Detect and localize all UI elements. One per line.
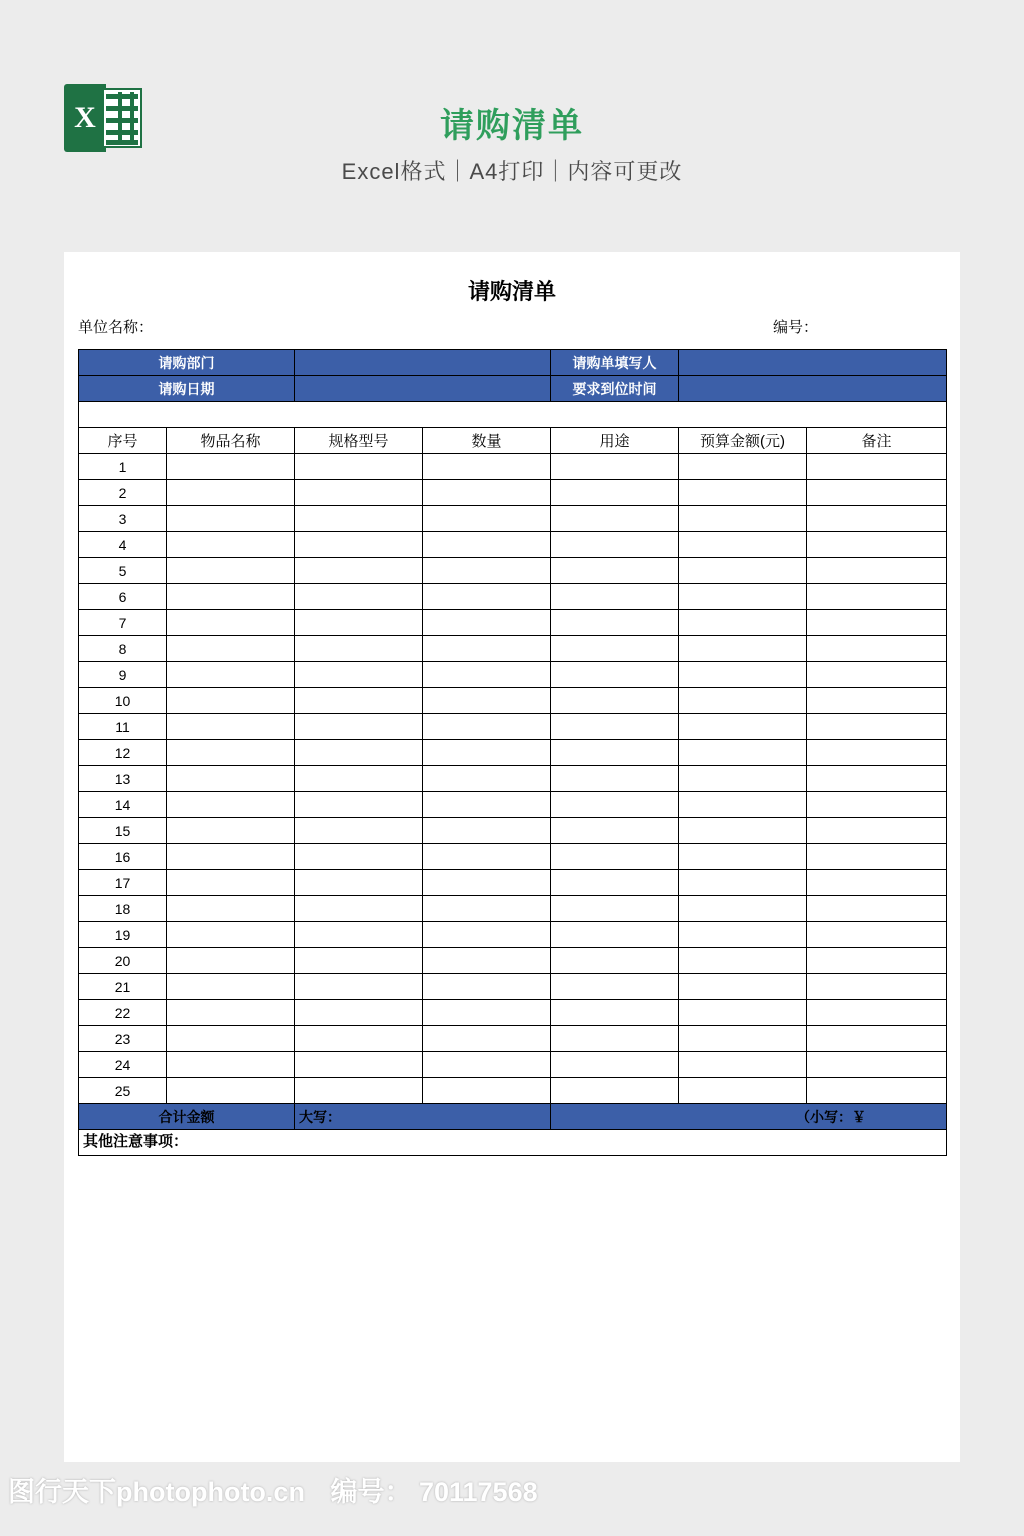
cell-remark[interactable]	[807, 818, 947, 844]
cell-name[interactable]	[167, 714, 295, 740]
cell-budget[interactable]	[679, 740, 807, 766]
table-row	[79, 818, 947, 844]
page-subtitle: Excel格式｜A4打印｜内容可更改	[341, 159, 683, 184]
table-row	[79, 714, 947, 740]
cell-qty[interactable]	[423, 896, 551, 922]
cell-use[interactable]	[551, 844, 679, 870]
row-index: 20	[79, 948, 167, 974]
cell-spec[interactable]	[295, 844, 423, 870]
cell-remark[interactable]	[807, 948, 947, 974]
cell-spec[interactable]	[295, 584, 423, 610]
cell-spec[interactable]	[295, 688, 423, 714]
table-row	[79, 974, 947, 1000]
cell-use[interactable]	[551, 662, 679, 688]
cell-spec[interactable]	[295, 1000, 423, 1026]
cell-budget[interactable]	[679, 688, 807, 714]
cell-use[interactable]	[551, 584, 679, 610]
cell-budget[interactable]	[679, 896, 807, 922]
table-row	[79, 896, 947, 922]
cell-name[interactable]	[167, 506, 295, 532]
col-header-remark: 备注	[807, 428, 947, 454]
cell-qty[interactable]	[423, 1052, 551, 1078]
cell-qty[interactable]	[423, 688, 551, 714]
requisition-table	[78, 349, 947, 1156]
cell-qty[interactable]	[423, 792, 551, 818]
cell-qty[interactable]	[423, 532, 551, 558]
cell-spec[interactable]	[295, 896, 423, 922]
row-index: 15	[79, 818, 167, 844]
row-index: 5	[79, 558, 167, 584]
cell-remark[interactable]	[807, 1000, 947, 1026]
cell-use[interactable]	[551, 870, 679, 896]
cell-remark[interactable]	[807, 532, 947, 558]
cell-spec[interactable]	[295, 1026, 423, 1052]
footer-id-value: 70117568	[418, 1477, 538, 1507]
cell-spec[interactable]	[295, 974, 423, 1000]
cell-name[interactable]	[167, 532, 295, 558]
cell-budget[interactable]	[679, 948, 807, 974]
table-row	[79, 1026, 947, 1052]
date-label: 请购日期	[79, 376, 295, 402]
cell-name[interactable]	[167, 896, 295, 922]
cell-budget[interactable]	[679, 454, 807, 480]
cell-use[interactable]	[551, 1000, 679, 1026]
cell-budget[interactable]	[679, 662, 807, 688]
cell-qty[interactable]	[423, 454, 551, 480]
cell-remark[interactable]	[807, 740, 947, 766]
cell-spec[interactable]	[295, 454, 423, 480]
cell-budget[interactable]	[679, 1026, 807, 1052]
row-index: 19	[79, 922, 167, 948]
cell-remark[interactable]	[807, 662, 947, 688]
table-row	[79, 766, 947, 792]
row-index: 3	[79, 506, 167, 532]
cell-use[interactable]	[551, 1078, 679, 1104]
filler-label: 请购单填写人	[551, 350, 679, 376]
cell-remark[interactable]	[807, 454, 947, 480]
cell-use[interactable]	[551, 454, 679, 480]
cell-remark[interactable]	[807, 714, 947, 740]
footer-id-label: 编号：	[330, 1477, 412, 1507]
cell-remark[interactable]	[807, 1026, 947, 1052]
cell-spec[interactable]	[295, 1052, 423, 1078]
cell-budget[interactable]	[679, 922, 807, 948]
cell-name[interactable]	[167, 792, 295, 818]
cell-remark[interactable]	[807, 1052, 947, 1078]
cell-qty[interactable]	[423, 766, 551, 792]
cell-name[interactable]	[167, 766, 295, 792]
cell-spec[interactable]	[295, 922, 423, 948]
row-index: 22	[79, 1000, 167, 1026]
table-header-row	[79, 428, 947, 454]
info-row	[79, 350, 947, 376]
table-row	[79, 558, 947, 584]
cell-name[interactable]	[167, 948, 295, 974]
cell-spec[interactable]	[295, 636, 423, 662]
cell-name[interactable]	[167, 584, 295, 610]
cell-spec[interactable]	[295, 792, 423, 818]
table-row	[79, 584, 947, 610]
cell-spec[interactable]	[295, 870, 423, 896]
date-value[interactable]	[295, 376, 551, 402]
cell-name[interactable]	[167, 480, 295, 506]
cell-use[interactable]	[551, 480, 679, 506]
sheet-meta	[78, 316, 946, 338]
cell-budget[interactable]	[679, 1000, 807, 1026]
cell-remark[interactable]	[807, 610, 947, 636]
cell-name[interactable]	[167, 1026, 295, 1052]
cell-use[interactable]	[551, 948, 679, 974]
cell-name[interactable]	[167, 870, 295, 896]
cell-qty[interactable]	[423, 610, 551, 636]
cell-budget[interactable]	[679, 974, 807, 1000]
table-row	[79, 1000, 947, 1026]
cell-budget[interactable]	[679, 480, 807, 506]
cell-spec[interactable]	[295, 610, 423, 636]
table-row	[79, 636, 947, 662]
row-index: 16	[79, 844, 167, 870]
table-row	[79, 506, 947, 532]
cell-remark[interactable]	[807, 792, 947, 818]
table-row	[79, 610, 947, 636]
serial-number-label: 编号：	[773, 319, 819, 336]
row-index: 8	[79, 636, 167, 662]
row-index: 13	[79, 766, 167, 792]
cell-spec[interactable]	[295, 532, 423, 558]
table-row	[79, 688, 947, 714]
cell-spec[interactable]	[295, 948, 423, 974]
table-row	[79, 870, 947, 896]
page-title: 请购清单	[440, 107, 584, 145]
cell-budget[interactable]	[679, 766, 807, 792]
cell-remark[interactable]	[807, 636, 947, 662]
cell-budget[interactable]	[679, 1078, 807, 1104]
cell-spec[interactable]	[295, 766, 423, 792]
table-row	[79, 454, 947, 480]
cell-use[interactable]	[551, 766, 679, 792]
cell-use[interactable]	[551, 558, 679, 584]
cell-qty[interactable]	[423, 1026, 551, 1052]
cell-qty[interactable]	[423, 558, 551, 584]
cell-name[interactable]	[167, 844, 295, 870]
cell-qty[interactable]	[423, 636, 551, 662]
deadline-label: 要求到位时间	[551, 376, 679, 402]
table-row	[79, 948, 947, 974]
cell-name[interactable]	[167, 818, 295, 844]
cell-budget[interactable]	[679, 584, 807, 610]
cell-remark[interactable]	[807, 1078, 947, 1104]
table-row	[79, 792, 947, 818]
cell-name[interactable]	[167, 1052, 295, 1078]
cell-name[interactable]	[167, 662, 295, 688]
table-row	[79, 662, 947, 688]
row-index: 18	[79, 896, 167, 922]
cell-qty[interactable]	[423, 740, 551, 766]
col-header-use: 用途	[551, 428, 679, 454]
cell-qty[interactable]	[423, 506, 551, 532]
table-row	[79, 1078, 947, 1104]
row-index: 23	[79, 1026, 167, 1052]
total-row	[79, 1104, 947, 1130]
cell-remark[interactable]	[807, 506, 947, 532]
cell-name[interactable]	[167, 454, 295, 480]
cell-qty[interactable]	[423, 922, 551, 948]
cell-name[interactable]	[167, 1078, 295, 1104]
cell-use[interactable]	[551, 1026, 679, 1052]
spacer-row	[79, 402, 947, 428]
col-header-budget: 预算金额(元)	[679, 428, 807, 454]
table-row	[79, 922, 947, 948]
cell-name[interactable]	[167, 1000, 295, 1026]
cell-remark[interactable]	[807, 844, 947, 870]
cell-remark[interactable]	[807, 896, 947, 922]
cell-spec[interactable]	[295, 740, 423, 766]
cell-spec[interactable]	[295, 662, 423, 688]
cell-use[interactable]	[551, 922, 679, 948]
footer-site: 图行天下photophoto.cn	[8, 1477, 305, 1507]
footer-watermark	[0, 1470, 1024, 1510]
cell-spec[interactable]	[295, 480, 423, 506]
total-label: 合计金额	[79, 1104, 295, 1130]
cell-name[interactable]	[167, 558, 295, 584]
cell-remark[interactable]	[807, 766, 947, 792]
cell-use[interactable]	[551, 636, 679, 662]
cell-spec[interactable]	[295, 818, 423, 844]
cell-budget[interactable]	[679, 870, 807, 896]
cell-spec[interactable]	[295, 506, 423, 532]
row-index: 14	[79, 792, 167, 818]
cell-qty[interactable]	[423, 870, 551, 896]
cell-use[interactable]	[551, 1052, 679, 1078]
sheet-title: 请购清单	[467, 279, 556, 304]
document-sheet	[64, 252, 960, 1462]
cell-budget[interactable]	[679, 714, 807, 740]
row-index: 21	[79, 974, 167, 1000]
cell-use[interactable]	[551, 610, 679, 636]
col-header-name: 物品名称	[167, 428, 295, 454]
cell-use[interactable]	[551, 740, 679, 766]
total-lowercase-label[interactable]: （小写：￥	[551, 1104, 947, 1130]
row-index: 17	[79, 870, 167, 896]
cell-budget[interactable]	[679, 610, 807, 636]
cell-use[interactable]	[551, 714, 679, 740]
cell-budget[interactable]	[679, 636, 807, 662]
row-index: 4	[79, 532, 167, 558]
cell-use[interactable]	[551, 818, 679, 844]
cell-name[interactable]	[167, 974, 295, 1000]
filler-value[interactable]	[679, 350, 947, 376]
notes-label[interactable]: 其他注意事项：	[79, 1130, 947, 1156]
cell-name[interactable]	[167, 610, 295, 636]
cell-remark[interactable]	[807, 922, 947, 948]
cell-budget[interactable]	[679, 532, 807, 558]
row-index: 12	[79, 740, 167, 766]
cell-remark[interactable]	[807, 870, 947, 896]
row-index: 11	[79, 714, 167, 740]
cell-qty[interactable]	[423, 974, 551, 1000]
deadline-value[interactable]	[679, 376, 947, 402]
cell-budget[interactable]	[679, 792, 807, 818]
cell-remark[interactable]	[807, 558, 947, 584]
row-index: 6	[79, 584, 167, 610]
cell-use[interactable]	[551, 532, 679, 558]
row-index: 24	[79, 1052, 167, 1078]
cell-qty[interactable]	[423, 662, 551, 688]
cell-use[interactable]	[551, 688, 679, 714]
cell-qty[interactable]	[423, 844, 551, 870]
cell-budget[interactable]	[679, 1052, 807, 1078]
row-index: 25	[79, 1078, 167, 1104]
page-header	[0, 0, 1024, 250]
cell-budget[interactable]	[679, 558, 807, 584]
cell-use[interactable]	[551, 974, 679, 1000]
cell-qty[interactable]	[423, 1078, 551, 1104]
unit-name-label: 单位名称：	[78, 319, 154, 336]
cell-qty[interactable]	[423, 1000, 551, 1026]
row-index: 7	[79, 610, 167, 636]
cell-name[interactable]	[167, 740, 295, 766]
cell-budget[interactable]	[679, 844, 807, 870]
cell-budget[interactable]	[679, 818, 807, 844]
table-row	[79, 1052, 947, 1078]
cell-qty[interactable]	[423, 480, 551, 506]
cell-remark[interactable]	[807, 688, 947, 714]
cell-qty[interactable]	[423, 584, 551, 610]
cell-remark[interactable]	[807, 480, 947, 506]
cell-name[interactable]	[167, 922, 295, 948]
cell-budget[interactable]	[679, 506, 807, 532]
dept-value[interactable]	[295, 350, 551, 376]
row-index: 1	[79, 454, 167, 480]
cell-qty[interactable]	[423, 714, 551, 740]
row-index: 9	[79, 662, 167, 688]
cell-spec[interactable]	[295, 714, 423, 740]
cell-use[interactable]	[551, 792, 679, 818]
row-index: 2	[79, 480, 167, 506]
cell-remark[interactable]	[807, 584, 947, 610]
cell-qty[interactable]	[423, 818, 551, 844]
col-header-qty: 数量	[423, 428, 551, 454]
table-row	[79, 740, 947, 766]
col-header-spec: 规格型号	[295, 428, 423, 454]
cell-use[interactable]	[551, 896, 679, 922]
cell-remark[interactable]	[807, 974, 947, 1000]
info-row	[79, 376, 947, 402]
cell-spec[interactable]	[295, 1078, 423, 1104]
cell-name[interactable]	[167, 688, 295, 714]
table-row	[79, 532, 947, 558]
cell-qty[interactable]	[423, 948, 551, 974]
table-row	[79, 844, 947, 870]
col-header-no: 序号	[79, 428, 167, 454]
table-row	[79, 480, 947, 506]
cell-spec[interactable]	[295, 558, 423, 584]
row-index: 10	[79, 688, 167, 714]
cell-name[interactable]	[167, 636, 295, 662]
notes-row	[79, 1130, 947, 1156]
cell-use[interactable]	[551, 506, 679, 532]
dept-label: 请购部门	[79, 350, 295, 376]
excel-logo-letter: X	[74, 101, 96, 134]
total-uppercase-label[interactable]: 大写：	[295, 1104, 551, 1130]
